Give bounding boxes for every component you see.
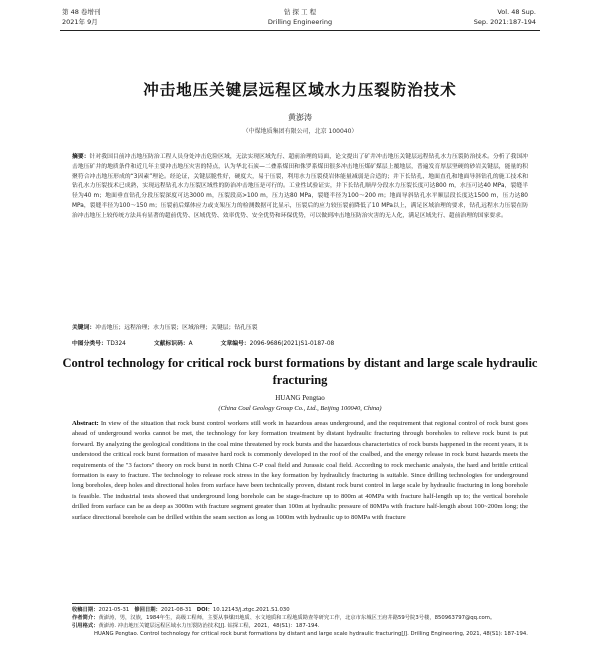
affiliation-en: (China Coal Geology Group Co., Ltd., Beijing 100040, China)	[218, 405, 382, 412]
article-no-label: 文章编号：	[220, 341, 250, 347]
abstract-en	[72, 419, 528, 523]
citation-en: HUANG Pengtao. Control technology for critical rock burst formations by distant and large scale hydraulic fracturing[J]. Drilling Engineering, 2021, 48(S1): 187-194.	[94, 631, 528, 637]
affiliation-cn: （中煤地质集团有限公司，北京 100040）	[242, 128, 358, 135]
clc-value: TD324	[106, 341, 126, 347]
author-bio	[72, 614, 528, 622]
abstract-cn-text: 针对我国目前冲击地压防治工程人员身处冲击危险区域，无法实现区域先行、超前治理的局面，论文提出了矿井冲击地压关键层远程钻孔水力压裂防治技术。分析了我国冲击地压矿井的地质条件和近几年主要冲击地压灾害的特点，认为华北石炭—二叠系煤田和侏罗系煤田很多冲击地压煤矿煤层上覆地层，普遍发育厚层坚硬的砂岩关键层，能量的积聚符合冲击地压形成的“3因素”理论。经论证，关键层脆性好，硬度大，易于压裂，利用水力压裂使岩体能量减弱是合适的；井下长钻孔、地面直孔和地面导斜钻孔的施工技术和钻孔水力压裂技术已成熟，实现远程钻孔水力压裂区域性的防治冲击地压是可行的。工业性试验证实，井下长钻孔顺岸分段水力压裂长度可达800 m，水压可达40 MPa，裂缝半径为40 m；地面垂直钻孔分段压裂深度可达3000 m，压裂段高>100 m，压力达80 MPa，裂缝半径为100～200 m；地面导斜钻孔水平顺层段长度达1500 m，压力达80 MPa，裂缝半径为100～150 m；压裂前后煤体应力或支架压力的检测数据可比显示，压裂后的应力较压裂前降低了10 MPa以上，满足区域治理的要求，钻孔远程水力压裂在防治冲击地压上较传统方法具有显著的超前优势、区域优势、效率优势、安全优势和环保优势，可以做到冲击地压防治灾害的无人化，满足区域先行、超前治理的国家要求。	[72, 154, 528, 219]
keywords-cn-text: 冲击地压；远程治理；水力压裂；区域治理；关键层；钻孔压裂	[95, 325, 258, 331]
citation-cn	[72, 622, 528, 630]
doc-code-value: A	[188, 341, 193, 347]
paper-title-en: Control technology for critical rock burst formations by distant and large scale hydraulic fracturing	[62, 356, 538, 387]
doc-code-label: 文献标识码：	[153, 341, 189, 347]
keywords-cn	[72, 324, 528, 333]
classification-line	[72, 340, 528, 349]
abstract-en-label: Abstract:	[72, 420, 99, 427]
article-no-value: 2096-9686(2021)S1-0187-08	[249, 341, 335, 347]
abstract-en-text: In view of the situation that rock burst control workers still work in hazardous areas underground, and the requirement that regional control of rock burst goes ahead of underground works cannot be met, the technology for key formation treatment by distant hydraulic fracturing through boreholes to relieve rock burst is put forward. By analyzing the geological conditions in the coal mine threatened by rock bursts and the hazardous characteristics of rock bursts happened in the recent years, it is understood the critical rock burst formation of massive hard rock is commonly developed in the roof of the coalbed, and the energy release in rock burst hazards meets the requirements of the "3 factors" theory on rock burst in north China C-P coal field and Jurassic coal field. According to rock mechanic analysis, the hard and brittle critical formation is easy to fracture. The technology to release rock stress in the key formation by hydraulicly fracturing is suitable. Since drilling technologies for underground long boreholes, deep holes and directional holes from surface have been technically proven, distant rock burst control in large scale by hydraulic fracturing in long borehole is feasible. The industrial tests showed that underground long borehole can be stage-fracture up to 800m at 40MPa with fracture half-length up to; the vertical borehole drilled from surface can be as deep as 3000m with fracture segment greater than 100m at hydraulic pressure of 80MPa with fracture half-length about 100~200m long; the surface directional borehole can be drilled within the seam section as long as 1000m with hydraulic up to 80MPa with fracture	[72, 420, 528, 521]
bio-text: 黄澎涛，男，汉族，1984年生，高级工程师，主要从事煤田地质、水文地质和工程地质勘查等研究工作，北京市东城区王府井路59号院3号楼，850963797@qq.com。	[98, 615, 496, 621]
doi-label: DOI：	[196, 607, 213, 613]
revised-date: 2021-08-31	[160, 607, 192, 613]
abstract-cn	[72, 153, 528, 222]
journal-name-en: Drilling Engineering	[267, 17, 333, 26]
received-date: 2021-05-31	[98, 607, 130, 613]
volume-cn: 第 48 卷增刊	[62, 8, 101, 16]
footnote-rule	[72, 603, 212, 604]
keywords-cn-label: 关键词：	[72, 325, 96, 331]
bio-label: 作者简介：	[72, 615, 99, 621]
footnotes	[72, 606, 528, 638]
revised-label: 修回日期：	[134, 607, 161, 613]
cite-label: 引用格式：	[72, 623, 99, 629]
clc-code	[72, 340, 126, 349]
date-cn: 2021年 9月	[62, 17, 98, 26]
cite-cn-text: 黄澎涛. 冲击地压关键层远程区域水力压裂防治技术[J]. 钻探工程，2021，48(S1)：187-194.	[98, 623, 320, 629]
abstract-cn-label: 摘要：	[72, 154, 90, 160]
running-header-right	[474, 8, 536, 27]
article-number	[221, 340, 335, 349]
clc-label: 中图分类号：	[72, 341, 107, 347]
volume-en: Vol. 48 Sup.	[497, 8, 536, 16]
paper-title-cn: 冲击地压关键层远程区域水力压裂防治技术	[143, 81, 457, 99]
date-pages-en: Sep. 2021:187-194	[473, 17, 536, 26]
document-code	[154, 340, 193, 349]
author-cn: 黄澎涛	[288, 113, 312, 122]
author-en: HUANG Pengtao	[275, 394, 325, 402]
journal-name-cn: 钻 探 工 程	[283, 8, 317, 16]
received-label: 收稿日期：	[72, 607, 99, 613]
doi-value[interactable]: 10.12143/j.ztgc.2021.S1.030	[212, 607, 290, 613]
dates-line	[72, 606, 528, 614]
header-rule	[60, 30, 540, 31]
